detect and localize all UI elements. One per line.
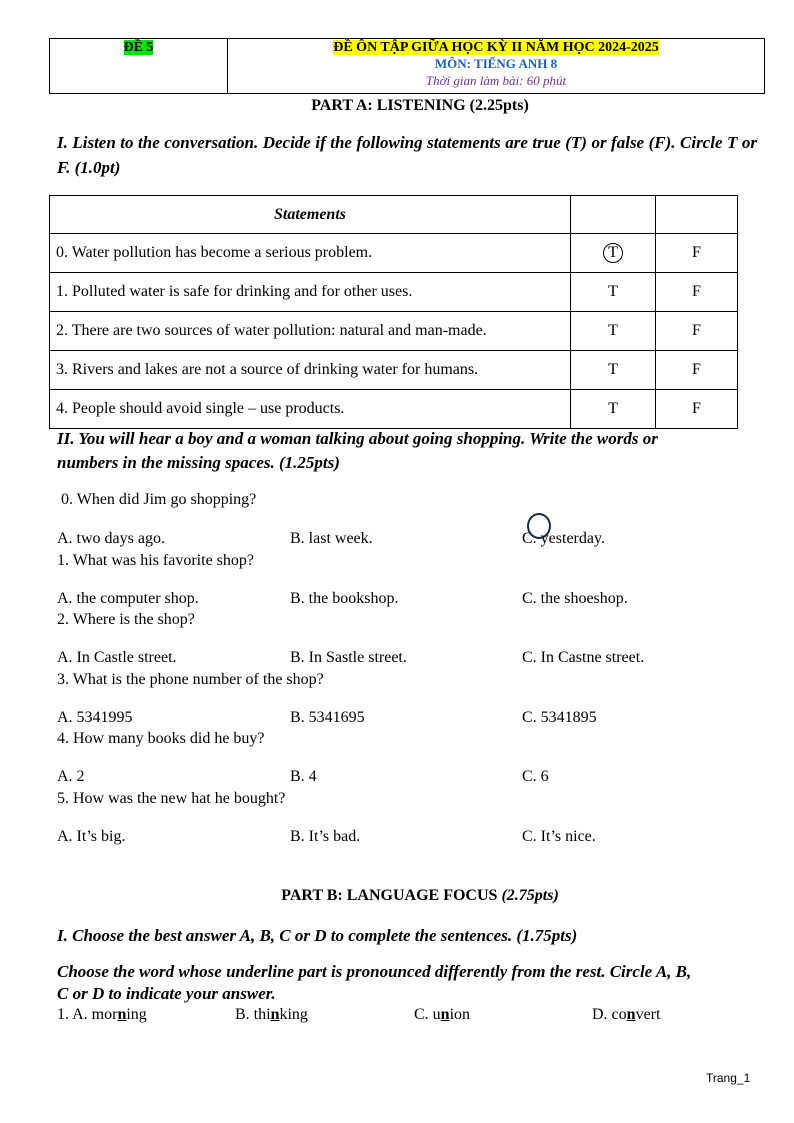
q3-option-b[interactable]: B. 5341695 xyxy=(290,709,365,726)
pb-q1-option-c[interactable] xyxy=(414,1006,470,1024)
pronunciation-instruction xyxy=(57,961,777,1005)
part-b-title-line xyxy=(0,886,794,906)
exam-title-cell xyxy=(228,39,765,94)
statement-2-true[interactable]: T xyxy=(571,312,656,351)
q0-option-c[interactable]: C. yesterday. xyxy=(522,530,605,547)
q1-option-a[interactable]: A. the computer shop. xyxy=(57,590,199,607)
statement-4: 4. People should avoid single – use products. xyxy=(50,390,571,429)
pb-q1-option-b[interactable] xyxy=(235,1006,308,1024)
underlined-letter: n xyxy=(270,1006,280,1023)
exam-code-cell xyxy=(50,39,228,94)
part-a-title: PART A: LISTENING (2.25pts) xyxy=(311,97,529,114)
statement-3-true[interactable]: T xyxy=(571,351,656,390)
part-a-section-2-instruction xyxy=(57,427,777,475)
pronunciation-line-1: Choose the word whose underline part is pronounced differently from the rest. Circle A, B, xyxy=(57,962,692,981)
q3-option-a[interactable]: A. 5341995 xyxy=(57,709,133,726)
word-part: B. thi xyxy=(235,1006,271,1023)
pronunciation-line-2: C or D to indicate your answer. xyxy=(57,984,276,1003)
word-part: 1. A. mor xyxy=(57,1006,118,1023)
part-a-section-1-instruction: I. Listen to the conversation. Decide if the following statements are true (T) or false (F). Circle T or F. (1.0pt) xyxy=(57,133,757,177)
q1-option-c[interactable]: C. the shoeshop. xyxy=(522,590,628,607)
statement-0: 0. Water pollution has become a serious problem. xyxy=(50,234,571,273)
statement-2: 2. There are two sources of water pollution: natural and man-made. xyxy=(50,312,571,351)
statement-3: 3. Rivers and lakes are not a source of drinking water for humans. xyxy=(50,351,571,390)
word-part: ion xyxy=(449,1006,471,1023)
statement-2-false[interactable]: F xyxy=(656,312,738,351)
pb-q1-option-a[interactable] xyxy=(57,1006,147,1024)
q0-option-b[interactable]: B. last week. xyxy=(290,530,373,547)
q5-option-c[interactable]: C. It’s nice. xyxy=(522,828,596,845)
q4-option-c[interactable]: C. 6 xyxy=(522,768,549,785)
statement-3-false[interactable]: F xyxy=(656,351,738,390)
statement-1-true[interactable]: T xyxy=(571,273,656,312)
exam-title: ĐỀ ÔN TẬP GIỮA HỌC KỲ II NĂM HỌC 2024-2025 xyxy=(333,40,659,55)
underlined-letter: n xyxy=(440,1006,450,1023)
question-3: 3. What is the phone number of the shop? xyxy=(57,671,324,688)
statements-header: Statements xyxy=(50,196,571,234)
q2-option-a[interactable]: A. In Castle street. xyxy=(57,649,177,666)
part-b-points: (2.75pts) xyxy=(501,887,559,904)
question-4: 4. How many books did he buy? xyxy=(57,730,265,747)
q2-option-b[interactable]: B. In Sastle street. xyxy=(290,649,407,666)
question-0: 0. When did Jim go shopping? xyxy=(57,491,257,508)
exam-header xyxy=(49,38,765,94)
q5-option-a[interactable]: A. It’s big. xyxy=(57,828,126,845)
q2-option-c[interactable]: C. In Castne street. xyxy=(522,649,645,666)
question-5: 5. How was the new hat he bought? xyxy=(57,790,286,807)
word-part: ing xyxy=(126,1006,147,1023)
statement-1-false[interactable]: F xyxy=(656,273,738,312)
q0-option-a[interactable]: A. two days ago. xyxy=(57,530,165,547)
statement-4-false[interactable]: F xyxy=(656,390,738,429)
statement-0-false[interactable]: F xyxy=(656,234,738,273)
question-1: 1. What was his favorite shop? xyxy=(57,552,254,569)
section-2-line-1: II. You will hear a boy and a woman talking about going shopping. Write the words or xyxy=(57,429,658,448)
q4-option-a[interactable]: A. 2 xyxy=(57,768,85,785)
circled-answer: T xyxy=(603,243,623,263)
exam-subject: MÔN: TIẾNG ANH 8 xyxy=(434,56,558,71)
pb-q1-option-d[interactable] xyxy=(592,1006,660,1024)
underlined-letter: n xyxy=(626,1006,636,1023)
q4-option-b[interactable]: B. 4 xyxy=(290,768,317,785)
part-b-title: PART B: LANGUAGE FOCUS xyxy=(281,887,498,904)
statement-4-true[interactable]: T xyxy=(571,390,656,429)
exam-time: Thời gian làm bài: 60 phút xyxy=(425,73,567,88)
t-header xyxy=(571,196,656,234)
word-part: vert xyxy=(635,1006,661,1023)
f-header xyxy=(656,196,738,234)
word-part: king xyxy=(279,1006,308,1023)
statement-0-true[interactable] xyxy=(571,234,656,273)
word-part: D. co xyxy=(592,1006,627,1023)
q5-option-b[interactable]: B. It’s bad. xyxy=(290,828,361,845)
underlined-letter: n xyxy=(117,1006,127,1023)
q3-option-c[interactable]: C. 5341895 xyxy=(522,709,597,726)
part-b-section-1-instruction: I. Choose the best answer A, B, C or D to complete the sentences. (1.75pts) xyxy=(57,926,578,945)
question-2: 2. Where is the shop? xyxy=(57,611,195,628)
word-part: C. u xyxy=(414,1006,441,1023)
section-2-line-2: numbers in the missing spaces. (1.25pts) xyxy=(57,453,340,472)
statements-table xyxy=(49,195,738,429)
answer-circle xyxy=(527,513,551,539)
statement-1: 1. Polluted water is safe for drinking and for other uses. xyxy=(50,273,571,312)
q1-option-b[interactable]: B. the bookshop. xyxy=(290,590,399,607)
page-number: Trang_1 xyxy=(706,1071,751,1085)
exam-code: ĐỀ 5 xyxy=(123,40,154,55)
